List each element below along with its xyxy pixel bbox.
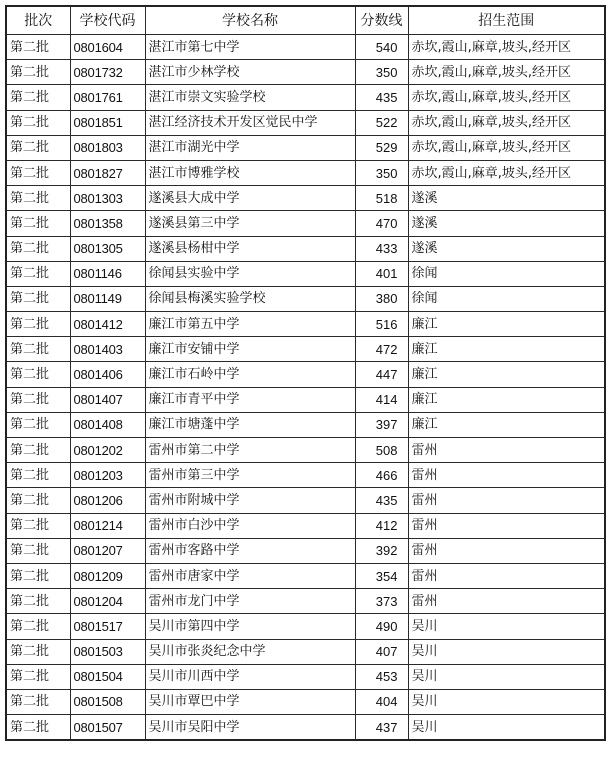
cell-batch: 第二批 — [6, 362, 70, 387]
table-row — [6, 135, 605, 160]
cell-enrollment-scope: 徐闻 — [408, 286, 605, 311]
cell-school-name: 徐闻县实验中学 — [145, 261, 355, 286]
cell-school-name: 雷州市唐家中学 — [145, 563, 355, 588]
cell-school-name: 吴川市川西中学 — [145, 664, 355, 689]
table-row — [6, 513, 605, 538]
cell-school-code: 0801507 — [70, 715, 145, 741]
cell-enrollment-scope: 吴川 — [408, 689, 605, 714]
cell-school-name: 吴川市张炎纪念中学 — [145, 639, 355, 664]
cell-batch: 第二批 — [6, 236, 70, 261]
cell-school-code: 0801412 — [70, 312, 145, 337]
table-row — [6, 261, 605, 286]
table-row — [6, 412, 605, 437]
cell-score-line: 447 — [355, 362, 408, 387]
cell-school-name: 廉江市塘蓬中学 — [145, 412, 355, 437]
cell-batch: 第二批 — [6, 488, 70, 513]
cell-school-code: 0801202 — [70, 438, 145, 463]
cell-enrollment-scope: 赤坎,霞山,麻章,坡头,经开区 — [408, 85, 605, 110]
cell-score-line: 540 — [355, 35, 408, 60]
cell-batch: 第二批 — [6, 589, 70, 614]
table-body — [6, 35, 605, 741]
cell-score-line: 354 — [355, 563, 408, 588]
cell-school-code: 0801149 — [70, 286, 145, 311]
cell-school-name: 遂溪县杨柑中学 — [145, 236, 355, 261]
cell-score-line: 350 — [355, 60, 408, 85]
cell-batch: 第二批 — [6, 337, 70, 362]
cell-score-line: 518 — [355, 186, 408, 211]
cell-school-code: 0801604 — [70, 35, 145, 60]
cell-batch: 第二批 — [6, 211, 70, 236]
cell-school-code: 0801803 — [70, 135, 145, 160]
cell-enrollment-scope: 遂溪 — [408, 186, 605, 211]
cell-school-name: 湛江经济技术开发区觉民中学 — [145, 110, 355, 135]
cell-enrollment-scope: 雷州 — [408, 463, 605, 488]
table-row — [6, 236, 605, 261]
table-row — [6, 85, 605, 110]
cell-batch: 第二批 — [6, 261, 70, 286]
cell-score-line: 380 — [355, 286, 408, 311]
cell-score-line: 407 — [355, 639, 408, 664]
header-school-name: 学校名称 — [145, 6, 355, 35]
admission-score-table — [5, 5, 606, 741]
cell-school-code: 0801305 — [70, 236, 145, 261]
cell-school-code: 0801206 — [70, 488, 145, 513]
cell-batch: 第二批 — [6, 538, 70, 563]
cell-enrollment-scope: 雷州 — [408, 513, 605, 538]
cell-enrollment-scope: 雷州 — [408, 488, 605, 513]
cell-enrollment-scope: 徐闻 — [408, 261, 605, 286]
cell-enrollment-scope: 廉江 — [408, 312, 605, 337]
cell-score-line: 453 — [355, 664, 408, 689]
cell-school-name: 廉江市安铺中学 — [145, 337, 355, 362]
table-row — [6, 110, 605, 135]
cell-enrollment-scope: 廉江 — [408, 412, 605, 437]
cell-score-line: 412 — [355, 513, 408, 538]
table-row — [6, 160, 605, 185]
cell-batch: 第二批 — [6, 513, 70, 538]
cell-school-code: 0801214 — [70, 513, 145, 538]
cell-score-line: 401 — [355, 261, 408, 286]
cell-enrollment-scope: 赤坎,霞山,麻章,坡头,经开区 — [408, 60, 605, 85]
cell-score-line: 490 — [355, 614, 408, 639]
cell-school-code: 0801403 — [70, 337, 145, 362]
cell-school-code: 0801503 — [70, 639, 145, 664]
table-row — [6, 639, 605, 664]
table-row — [6, 312, 605, 337]
cell-school-name: 湛江市湖光中学 — [145, 135, 355, 160]
cell-score-line: 437 — [355, 715, 408, 741]
table-row — [6, 614, 605, 639]
cell-school-name: 湛江市博雅学校 — [145, 160, 355, 185]
cell-batch: 第二批 — [6, 664, 70, 689]
cell-enrollment-scope: 赤坎,霞山,麻章,坡头,经开区 — [408, 110, 605, 135]
cell-batch: 第二批 — [6, 286, 70, 311]
cell-score-line: 470 — [355, 211, 408, 236]
cell-school-name: 吴川市吴阳中学 — [145, 715, 355, 741]
cell-score-line: 433 — [355, 236, 408, 261]
cell-enrollment-scope: 赤坎,霞山,麻章,坡头,经开区 — [408, 35, 605, 60]
cell-school-code: 0801761 — [70, 85, 145, 110]
cell-enrollment-scope: 吴川 — [408, 664, 605, 689]
table-row — [6, 286, 605, 311]
table-row — [6, 563, 605, 588]
cell-enrollment-scope: 遂溪 — [408, 236, 605, 261]
cell-school-code: 0801203 — [70, 463, 145, 488]
cell-score-line: 529 — [355, 135, 408, 160]
cell-batch: 第二批 — [6, 639, 70, 664]
cell-school-name: 雷州市第二中学 — [145, 438, 355, 463]
cell-enrollment-scope: 遂溪 — [408, 211, 605, 236]
cell-batch: 第二批 — [6, 160, 70, 185]
cell-enrollment-scope: 雷州 — [408, 538, 605, 563]
cell-enrollment-scope: 赤坎,霞山,麻章,坡头,经开区 — [408, 135, 605, 160]
table-header-row — [6, 6, 605, 35]
cell-school-name: 雷州市客路中学 — [145, 538, 355, 563]
cell-batch: 第二批 — [6, 438, 70, 463]
table-row — [6, 538, 605, 563]
cell-batch: 第二批 — [6, 60, 70, 85]
cell-school-code: 0801508 — [70, 689, 145, 714]
cell-school-name: 雷州市白沙中学 — [145, 513, 355, 538]
table-row — [6, 589, 605, 614]
cell-score-line: 508 — [355, 438, 408, 463]
cell-school-name: 廉江市第五中学 — [145, 312, 355, 337]
cell-batch: 第二批 — [6, 715, 70, 741]
cell-school-code: 0801408 — [70, 412, 145, 437]
cell-batch: 第二批 — [6, 35, 70, 60]
cell-school-name: 湛江市少林学校 — [145, 60, 355, 85]
table-row — [6, 387, 605, 412]
cell-school-code: 0801406 — [70, 362, 145, 387]
cell-school-code: 0801517 — [70, 614, 145, 639]
cell-score-line: 435 — [355, 488, 408, 513]
cell-score-line: 522 — [355, 110, 408, 135]
cell-school-name: 吴川市覃巴中学 — [145, 689, 355, 714]
header-score-line: 分数线 — [355, 6, 408, 35]
cell-school-name: 雷州市附城中学 — [145, 488, 355, 513]
cell-score-line: 350 — [355, 160, 408, 185]
cell-school-code: 0801407 — [70, 387, 145, 412]
cell-school-code: 0801303 — [70, 186, 145, 211]
cell-batch: 第二批 — [6, 463, 70, 488]
cell-batch: 第二批 — [6, 312, 70, 337]
cell-batch: 第二批 — [6, 563, 70, 588]
cell-enrollment-scope: 雷州 — [408, 589, 605, 614]
cell-score-line: 397 — [355, 412, 408, 437]
cell-batch: 第二批 — [6, 412, 70, 437]
header-enrollment-scope: 招生范围 — [408, 6, 605, 35]
table-row — [6, 337, 605, 362]
cell-batch: 第二批 — [6, 614, 70, 639]
cell-enrollment-scope: 吴川 — [408, 614, 605, 639]
cell-school-name: 遂溪县第三中学 — [145, 211, 355, 236]
table-row — [6, 60, 605, 85]
cell-school-name: 吴川市第四中学 — [145, 614, 355, 639]
cell-score-line: 435 — [355, 85, 408, 110]
cell-enrollment-scope: 雷州 — [408, 563, 605, 588]
cell-school-code: 0801358 — [70, 211, 145, 236]
cell-enrollment-scope: 赤坎,霞山,麻章,坡头,经开区 — [408, 160, 605, 185]
table-row — [6, 715, 605, 741]
cell-batch: 第二批 — [6, 186, 70, 211]
cell-score-line: 373 — [355, 589, 408, 614]
cell-school-code: 0801504 — [70, 664, 145, 689]
cell-enrollment-scope: 吴川 — [408, 639, 605, 664]
table-row — [6, 362, 605, 387]
table-row — [6, 488, 605, 513]
cell-school-code: 0801204 — [70, 589, 145, 614]
cell-enrollment-scope: 廉江 — [408, 362, 605, 387]
cell-school-code: 0801827 — [70, 160, 145, 185]
cell-school-name: 廉江市青平中学 — [145, 387, 355, 412]
cell-enrollment-scope: 廉江 — [408, 387, 605, 412]
cell-school-name: 徐闻县梅溪实验学校 — [145, 286, 355, 311]
cell-school-code: 0801732 — [70, 60, 145, 85]
cell-school-name: 廉江市石岭中学 — [145, 362, 355, 387]
cell-score-line: 516 — [355, 312, 408, 337]
table-row — [6, 438, 605, 463]
cell-enrollment-scope: 雷州 — [408, 438, 605, 463]
cell-batch: 第二批 — [6, 387, 70, 412]
cell-school-name: 雷州市第三中学 — [145, 463, 355, 488]
header-batch: 批次 — [6, 6, 70, 35]
table-row — [6, 35, 605, 60]
table-row — [6, 664, 605, 689]
cell-batch: 第二批 — [6, 135, 70, 160]
header-school-code: 学校代码 — [70, 6, 145, 35]
cell-school-code: 0801851 — [70, 110, 145, 135]
cell-enrollment-scope: 吴川 — [408, 715, 605, 741]
cell-score-line: 392 — [355, 538, 408, 563]
cell-score-line: 404 — [355, 689, 408, 714]
cell-score-line: 466 — [355, 463, 408, 488]
table-row — [6, 186, 605, 211]
cell-score-line: 472 — [355, 337, 408, 362]
cell-school-name: 遂溪县大成中学 — [145, 186, 355, 211]
cell-batch: 第二批 — [6, 689, 70, 714]
table-row — [6, 211, 605, 236]
cell-school-code: 0801209 — [70, 563, 145, 588]
table-row — [6, 689, 605, 714]
cell-batch: 第二批 — [6, 110, 70, 135]
cell-school-name: 湛江市崇文实验学校 — [145, 85, 355, 110]
cell-school-code: 0801146 — [70, 261, 145, 286]
cell-enrollment-scope: 廉江 — [408, 337, 605, 362]
cell-school-name: 湛江市第七中学 — [145, 35, 355, 60]
cell-school-name: 雷州市龙门中学 — [145, 589, 355, 614]
cell-school-code: 0801207 — [70, 538, 145, 563]
cell-batch: 第二批 — [6, 85, 70, 110]
table-row — [6, 463, 605, 488]
cell-score-line: 414 — [355, 387, 408, 412]
